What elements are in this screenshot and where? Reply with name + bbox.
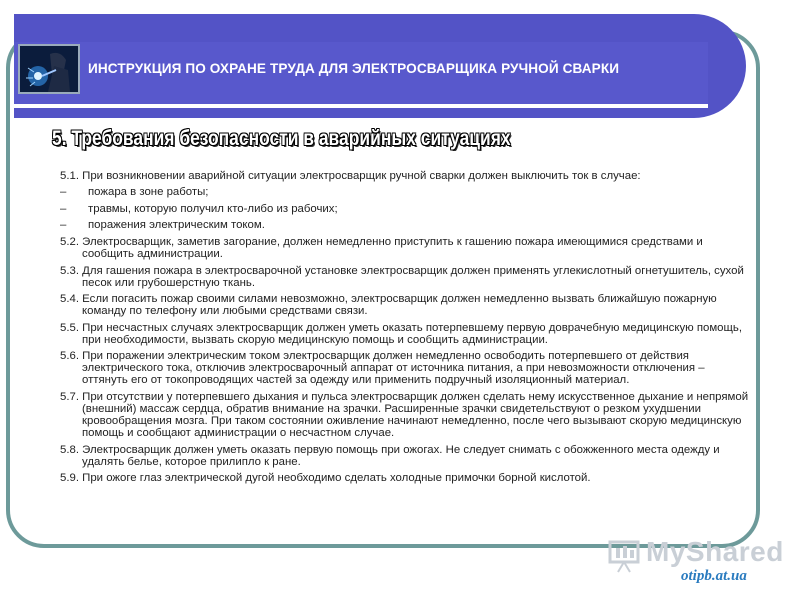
header-divider <box>14 104 708 108</box>
list-item: 5.2. Электросварщик, заметив загорание, должен немедленно приступить к гашению пожара имеющимися средствами и сообщить администрации. <box>60 235 703 261</box>
list-item: 5.5. При несчастных случаях электросварщик должен уметь оказать потерпевшему первую доврачебную медицинскую помощь, при необходимости, вызвать скорую медицинскую помощь и сообщить администрации. <box>60 321 742 346</box>
list-item: 5.8. Электросварщик должен уметь оказать первую помощь при ожогах. Не следует снимать с обожженного места одежду и удалять белье, которое прилипло к ране. <box>60 443 720 468</box>
list-item <box>60 186 750 198</box>
list-item-text: травмы, которую получил кто-либо из рабочих; <box>88 202 338 215</box>
instruction-list <box>60 170 750 489</box>
list-item-text: поражения электрическим током. <box>88 219 265 232</box>
watermark-url[interactable]: otipb.at.ua <box>681 568 747 584</box>
dash-marker: – <box>60 202 67 215</box>
welder-icon <box>18 44 80 94</box>
list-item: 5.3. Для гашения пожара в электросварочной установке электросварщик должен применять углекислотный огнетушитель, сухой песок или грубошерстную ткань. <box>60 264 744 289</box>
list-item: 5.6. При поражении электрическим током электросварщик должен немедленно освободить потерпевшего от действия электрического тока, отключив электросварочный аппарат от источника питания, а при невозможности отключения – оттянуть его от токопроводящих частей за одежду или применить подручный изоляционный материал. <box>60 350 705 387</box>
document-title: ИНСТРУКЦИЯ ПО ОХРАНЕ ТРУДА ДЛЯ ЭЛЕКТРОСВАРЩИКА РУЧНОЙ СВАРКИ <box>88 61 620 76</box>
dash-marker: – <box>60 219 67 232</box>
list-item: 5.1. При возникновении аварийной ситуации электросварщик ручной сварки должен выключить ток в случае: <box>60 170 641 182</box>
list-item: 5.4. Если погасить пожар своими силами невозможно, электросварщик должен немедленно вызвать ближайшую пожарную команду по телефону или любыми средствами связи. <box>60 293 717 318</box>
list-item: 5.9. При ожоге глаз электрической дугой необходимо сделать холодные примочки борной кислотой. <box>60 472 591 485</box>
list-item <box>60 219 750 231</box>
list-item <box>60 203 750 215</box>
section-title: 5. Требования безопасности в аварийных ситуациях <box>52 127 511 150</box>
list-item-text: пожара в зоне работы; <box>88 186 209 199</box>
watermark-brand: MyShared <box>646 536 784 567</box>
dash-marker: – <box>60 186 67 199</box>
list-item: 5.7. При отсутствии у потерпевшего дыхания и пульса электросварщик должен сделать нему искусственное дыхание и непрямой (внешний) массаж сердца, обратив внимание на зрачки. Расширенные зрачки свидетельствуют о резком ухудшении кровообращения мозга. При таком состоянии оживление начинают немедленно, после чего вызывают скорую медицинскую помощь и сообщают администрации о несчастном случае. <box>60 390 749 440</box>
